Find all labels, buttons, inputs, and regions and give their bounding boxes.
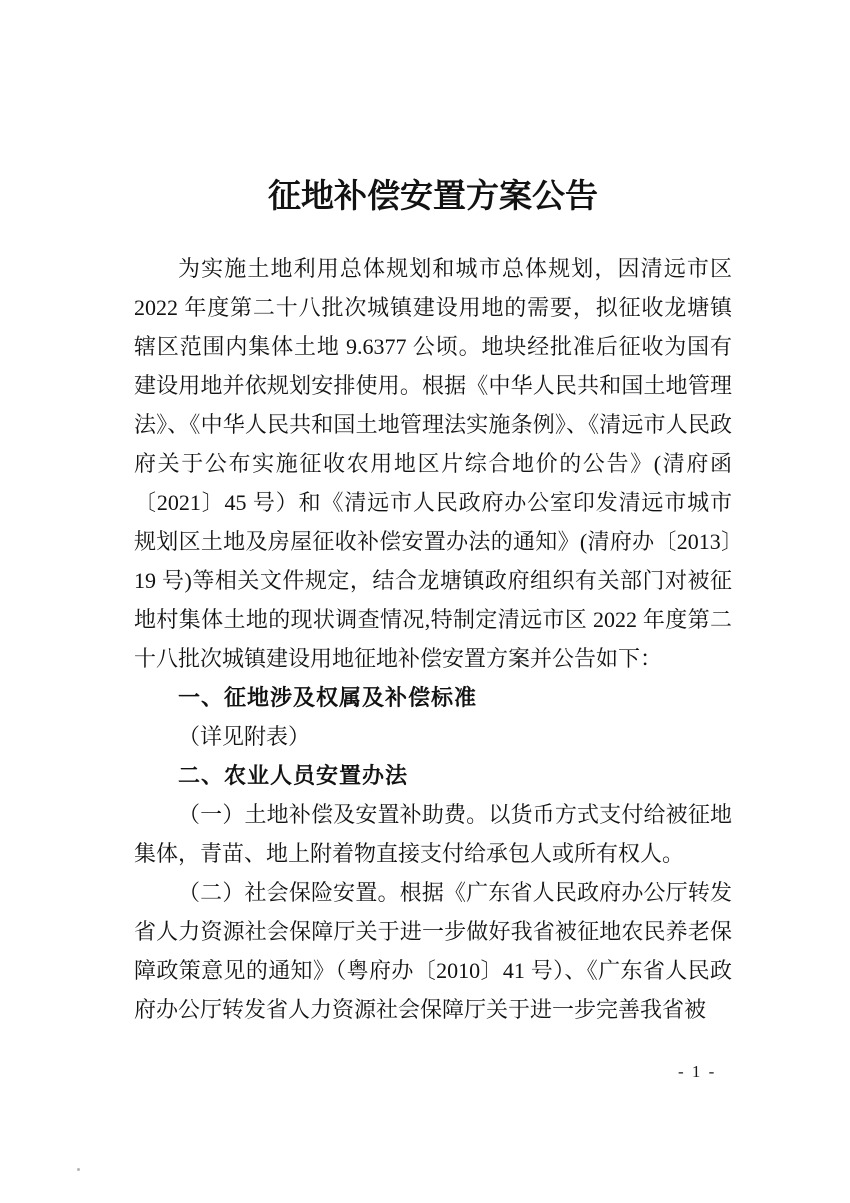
page-number: - 1 -	[678, 1062, 717, 1081]
paragraph: （一）土地补偿及安置补助费。以货币方式支付给被征地集体，青苗、地上附着物直接支付给承包人或所有权人。	[134, 802, 732, 866]
scan-artifact-speck	[77, 1168, 80, 1171]
section-heading: 一、征地涉及权属及补偿标准	[178, 685, 478, 710]
paragraph: （详见附表）	[178, 724, 311, 749]
paragraph: 为实施土地利用总体规划和城市总体规划，因清远市区 2022 年度第二十八批次城镇建设用地的需要，拟征收龙塘镇辖区范围内集体土地 9.6377 公顷。地块经批准后征收为国有建设用地并依规划安排使用。根据《中华人民共和国土地管理法》、《中华人民共和国土地管理法实施条例》、《清远市人民政府关于公布实施征收农用地区片综合地价的公告》(清府函〔2021〕45 号）和《清远市人民政府办公室印发清远市城市规划区土地及房屋征收补偿安置办法的通知》(清府办〔2013〕19 号)等相关文件规定，结合龙塘镇政府组织有关部门对被征地村集体土地的现状调查情况,特制定清远市区 2022 年度第二十八批次城镇建设用地征地补偿安置方案并公告如下：	[134, 256, 732, 671]
paragraph: （二）社会保险安置。根据《广东省人民政府办公厅转发省人力资源社会保障厅关于进一步做好我省被征地农民养老保障政策意见的通知》（粤府办〔2010〕41 号）、《广东省人民政府办公厅转发省人力资源社会保障厅关于进一步完善我省被	[134, 880, 732, 1022]
section-heading: 二、农业人员安置办法	[178, 763, 409, 788]
document-title: 征地补偿安置方案公告	[268, 179, 598, 215]
document-body	[134, 249, 732, 1029]
